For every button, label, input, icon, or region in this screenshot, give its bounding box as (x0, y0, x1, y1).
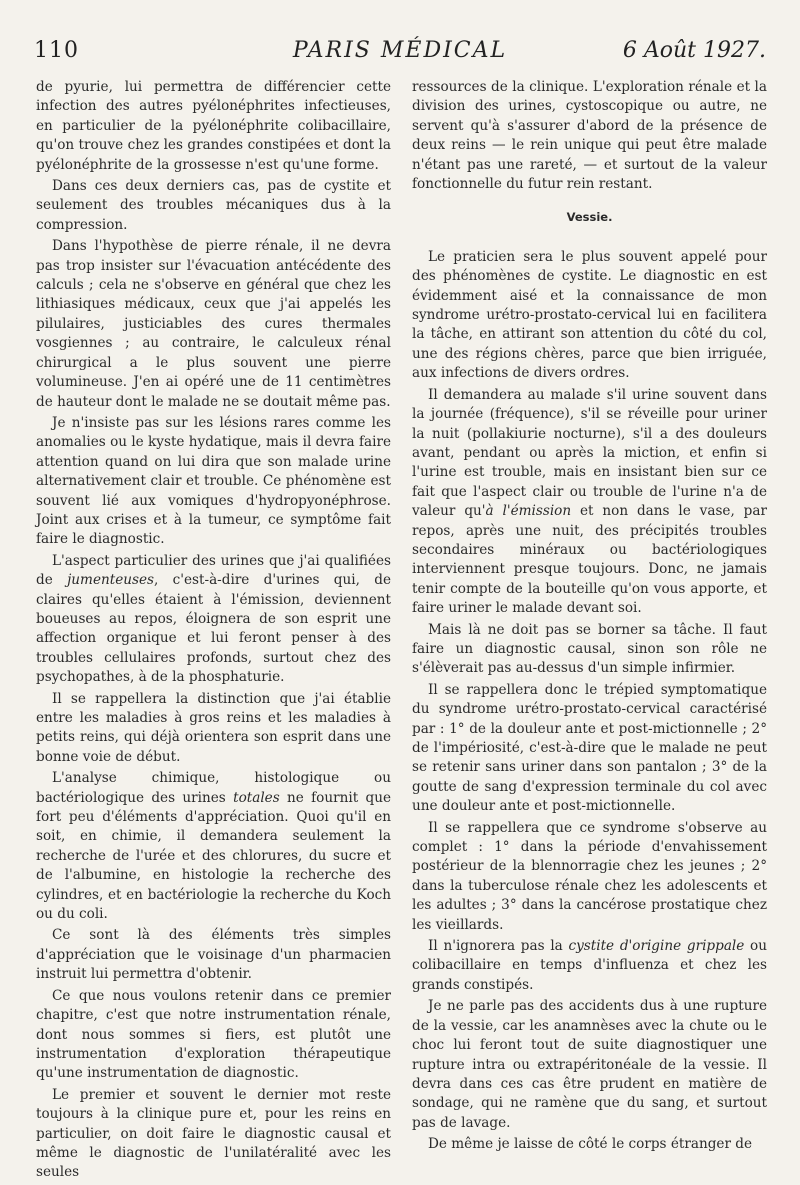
text-span: L'analyse chimique, histologique ou bactériologique des urines (36, 770, 391, 806)
text-span: ne fournit que fort peu d'éléments d'appréciation. Quoi qu'il en soit, en chimie, il demandera seulement la recherche de l'urée et des chlorures, du sucre et de l'albumine, en histologie la recherche des cylindres, et en bactériologie la recherche du Koch ou du coli. (36, 789, 391, 923)
page-header (34, 38, 766, 72)
paragraph: Le praticien sera le plus souvent appelé pour des phénomènes de cystite. Le diagnostic en est évidemment aisé et la connaissance de mon syndrome urétro-prostato-cervical lui en facilitera la tâche, en attirant son attention du côté du col, une des régions chères, parce que bien irriguée, aux infections de divers ordres. (412, 248, 767, 382)
italic-term: cystite d'origine grippale (568, 938, 745, 955)
text-span: ou colibacillaire en temps d'influenza et chez les grands constipés. (412, 938, 767, 993)
italic-term: totales (233, 789, 280, 806)
paragraph: Ce que nous voulons retenir dans ce premier chapitre, c'est que notre instrumentation rénale, dont nous sommes si fiers, est plutôt une instrumentation d'exploration thérapeutique qu'une instrumentation de diagnostic. (36, 987, 391, 1082)
paragraph (36, 552, 391, 688)
paragraph: Il se rappellera donc le trépied symptomatique du syndrome urétro-prostato-cervical caractérisé par : 1° de la douleur ante et post-mictionnelle ; 2° de l'impériosité, c'est-à-dire que le malade ne peut se retenir sans uriner dans son pantalon ; 3° de la goutte de sang d'expression terminale du col avec une douleur ante et post-mictionnelle. (412, 681, 767, 815)
paragraph: Mais là ne doit pas se borner sa tâche. Il faut faire un diagnostic causal, sinon son rôle ne s'élèverait pas au-dessus d'un simple infirmier. (412, 621, 767, 677)
paragraph: Dans l'hypothèse de pierre rénale, il ne devra pas trop insister sur l'évacuation antécédente des calculs ; cela ne s'observe en général que chez les lithiasiques médicaux, ceux que j'ai appelés les pilulaires, justiciables des cures thermales vosgiennes ; au contraire, le calculeux rénal chirurgical a le plus souvent une pierre volumineuse. J'en ai opéré une de 11 centimètres de hauteur dont le malade ne se doutait même pas. (36, 238, 391, 410)
paragraph: Il se rappellera que ce syndrome s'observe au complet : 1° dans la période d'envahissement postérieur de la blennorragie chez les jeunes ; 2° dans la tuberculose rénale chez les adolescents et les adultes ; 3° dans la cancérose prostatique chez les vieillards. (412, 819, 767, 933)
left-column (36, 78, 391, 1185)
issue-date: 6 Août 1927. (622, 38, 766, 63)
italic-term: jumenteuses (67, 572, 154, 589)
text-span: L'aspect particulier des urines que j'ai qualifiées de (36, 552, 391, 589)
paragraph: Dans ces deux derniers cas, pas de cystite et seulement des troubles mécaniques dus à la compression. (36, 178, 391, 233)
paragraph (412, 386, 767, 619)
right-column (412, 78, 767, 1157)
section-heading-vessie: Vessie. (566, 210, 613, 225)
paragraph: ressources de la clinique. L'exploration rénale et la division des urines, cystoscopique ou autre, ne servent qu'à s'assurer d'abord de la présence de deux reins — le rein unique qui peut être malade n'étant pas une rareté, — et surtout de la valeur fonctionnelle du futur rein restant. (412, 79, 767, 193)
italic-term: à l'émission (485, 503, 572, 520)
text-span: , c'est-à-dire d'urines qui, de claires qu'elles étaient à l'émission, deviennent boueuses au repos, éloignera de son esprit une affection organique et lui feront penser à des troubles cellulaires profonds, surtout chez des psychopathes, à de la phosphaturie. (36, 572, 391, 686)
paragraph (36, 769, 391, 924)
text-span: et non dans le vase, par repos, après une nuit, des précipités troubles secondaires minéraux ou bactériologiques interviennent presque toujours. Donc, ne jamais tenir compte de la bouteille qu'on vous apporte, et faire uriner le malade devant soi. (412, 503, 767, 617)
paragraph: Je ne parle pas des accidents dus à une rupture de la vessie, car les anamnèses avec la chute ou le choc lui feront tout de suite diagnostiquer une rupture intra ou extrapéritonéale de la vessie. Il devra dans ces cas être prudent en matière de sondage, qui ne ramène que du sang, et surtout pas de lavage. (412, 998, 767, 1131)
paragraph: Le premier et souvent le dernier mot reste toujours à la clinique pure et, pour les reins en particulier, on doit faire le diagnostic causal et même le diagnostic de l'unilatéralité avec les seules (36, 1086, 391, 1181)
paragraph: Il se rappellera la distinction que j'ai établie entre les maladies à gros reins et les maladies à petits reins, qui déjà orientera son esprit dans une bonne voie de début. (36, 690, 391, 765)
paragraph: De même je laisse de côté le corps étranger de (428, 1136, 753, 1153)
page-number: 110 (34, 38, 79, 63)
paragraph: Je n'insiste pas sur les lésions rares comme les anomalies ou le kyste hydatique, mais il devra faire attention quand on lui dira que son malade urine alternativement clair et trouble. Ce phénomène est souvent lié aux vomiques d'hydropyonéphrose. Joint aux crises et à la tumeur, ce symptôme fait faire le diagnostic. (36, 414, 391, 548)
paragraph (412, 937, 767, 995)
text-span: Il n'ignorera pas la (428, 938, 569, 955)
paragraph: de pyurie, lui permettra de différencier cette infection des autres pyélonéphrites infectieuses, en particulier de la pyélonéphrite colibacillaire, qu'on trouve chez les grandes constipées et dont la pyélonéphrite de la grossesse n'est qu'une forme. (36, 79, 391, 173)
paragraph: Ce sont là des éléments très simples d'appréciation que le voisinage d'un pharmacien instruit lui permettra d'obtenir. (36, 927, 391, 983)
text-span: Il demandera au malade s'il urine souvent dans la journée (fréquence), s'il se réveille pour uriner la nuit (pollakiurie nocturne), s'il a des douleurs avant, pendant ou après la miction, et enfin si l'urine est trouble, mais en insistant bien sur ce fait que l'aspect clair ou trouble de l'urine n'a de valeur qu' (412, 386, 767, 520)
journal-title: PARIS MÉDICAL (292, 38, 508, 63)
